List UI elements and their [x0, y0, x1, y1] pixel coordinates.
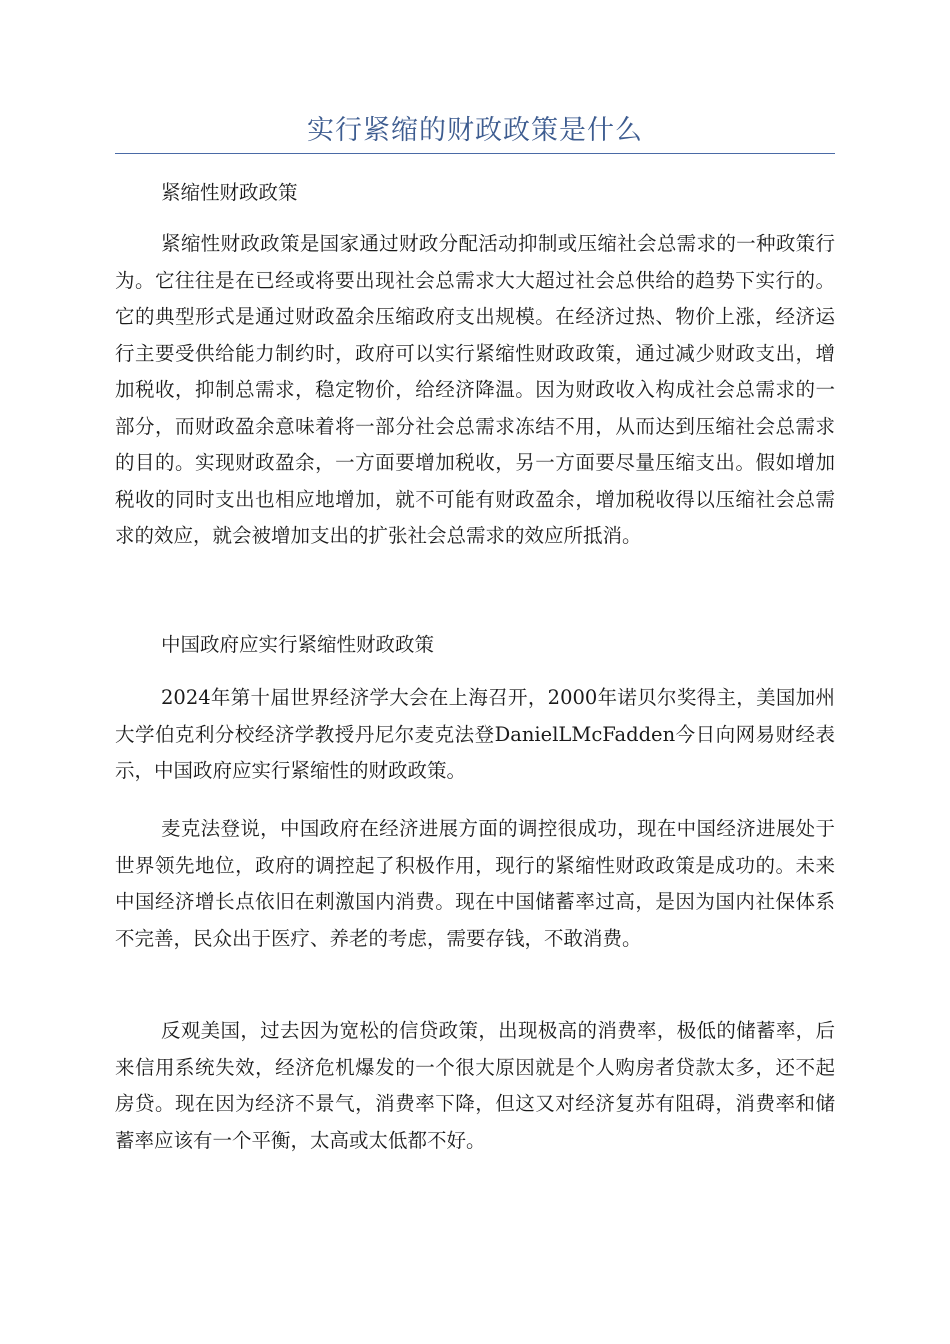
document-page: [115, 0, 835, 1152]
section-heading-china-policy: 中国政府应实行紧缩性财政政策: [161, 633, 435, 656]
paragraph-mcfadden-view: 麦克法登说，中国政府在经济进展方面的调控很成功，现在中国经济进展处于世界领先地位，政府的调控起了积极作用，现行的紧缩性财政政策是成功的。未来中国经济增长点依旧在刺激国内消费。现在中国储蓄率过高，是因为国内社保体系不完善，民众出于医疗、养老的考虑，需要存钱，不敢消费。: [115, 817, 835, 950]
section-heading-contractionary-policy: 紧缩性财政政策: [161, 181, 298, 204]
document-title: 实行紧缩的财政政策是什么: [307, 115, 643, 146]
paragraph-us-comparison: 反观美国，过去因为宽松的信贷政策，出现极高的消费率，极低的储蓄率，后来信用系统失效，经济危机爆发的一个很大原因就是个人购房者贷款太多，还不起房贷。现在因为经济不景气，消费率下降，但这又对经济复苏有阻碍，消费率和储蓄率应该有一个平衡，太高或太低都不好。: [115, 1019, 835, 1152]
title-divider: [115, 153, 835, 154]
paragraph-definition: 紧缩性财政政策是国家通过财政分配活动抑制或压缩社会总需求的一种政策行为。它往往是在已经或将要出现社会总需求大大超过社会总供给的趋势下实行的。它的典型形式是通过财政盈余压缩政府支出规模。在经济过热、物价上涨，经济运行主要受供给能力制约时，政府可以实行紧缩性财政政策，通过减少财政支出，增加税收，抑制总需求，稳定物价，给经济降温。因为财政收入构成社会总需求的一部分，而财政盈余意味着将一部分社会总需求冻结不用，从而达到压缩社会总需求的目的。实现财政盈余，一方面要增加税收，另一方面要尽量压缩支出。假如增加税收的同时支出也相应地增加，就不可能有财政盈余，增加税收得以压缩社会总需求的效应，就会被增加支出的扩张社会总需求的效应所抵消。: [115, 232, 835, 547]
paragraph-conference: 2024年第十届世界经济学大会在上海召开，2000年诺贝尔奖得主，美国加州大学伯克利分校经济学教授丹尼尔麦克法登DanielLMcFadden今日向网易财经表示，中国政府应实行紧缩性的财政政策。: [115, 686, 835, 782]
